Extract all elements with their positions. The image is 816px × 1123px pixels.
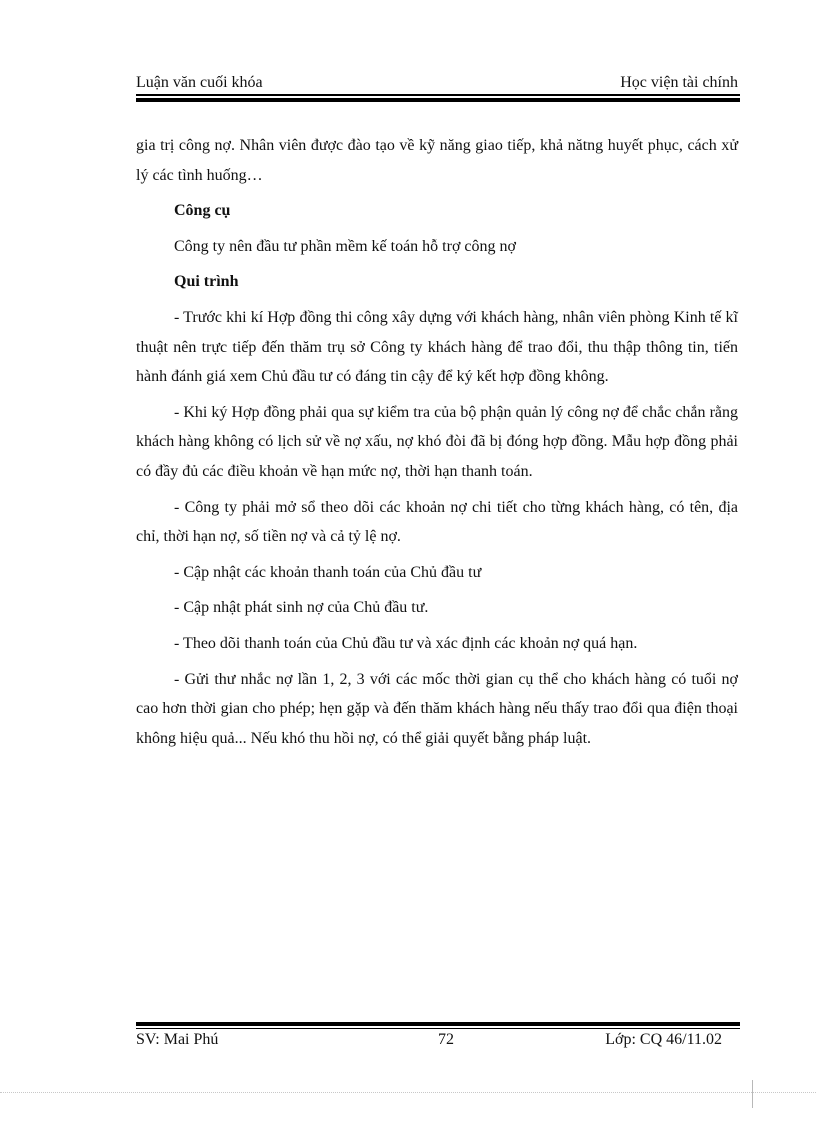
paragraph-continuation: gia trị công nợ. Nhân viên được đào tạo về kỹ năng giao tiếp, khả nătng huyết phục, cách xử lý các tình huống… (136, 137, 738, 184)
paragraph-process-6: - Theo dõi thanh toán của Chủ đầu tư và xác định các khoản nợ quá hạn. (174, 634, 638, 652)
page-boundary-line (0, 1092, 816, 1093)
footer-rule-thin (136, 1028, 740, 1029)
paragraph-process-3: - Công ty phải mở sổ theo dõi các khoản nợ chi tiết cho từng khách hàng, có tên, địa chỉ, thời hạn nợ, số tiền nợ và cả tỷ lệ nợ. (136, 498, 738, 546)
paragraph-process-7: - Gửi thư nhắc nợ lần 1, 2, 3 với các mốc thời gian cụ thể cho khách hàng có tuổi nợ cao hơn thời gian cho phép; hẹn gặp và đến thăm khách hàng nếu thấy trao đổi qua điện thoại không hiệu quả... Nếu khó thu hồi nợ, có thể giải quyết bằng pháp luật. (136, 670, 738, 747)
page-header (136, 74, 740, 94)
paragraph-process-1: - Trước khi kí Hợp đồng thi công xây dựng với khách hàng, nhân viên phòng Kinh tế kĩ thuật nên trực tiếp đến thăm trụ sở Công ty khách hàng để trao đổi, thu thập thông tin, tiến hành đánh giá xem Chủ đầu tư có đáng tin cậy để ký kết hợp đồng không. (136, 308, 738, 386)
header-institution: Học viện tài chính (620, 74, 738, 91)
footer-rule-thick (136, 1022, 740, 1026)
paragraph-process-2: - Khi ký Hợp đồng phải qua sự kiểm tra của bộ phận quản lý công nợ để chắc chắn rằng khách hàng không có lịch sử về nợ xấu, nợ khó đòi đã bị đóng hợp đồng. Mẫu hợp đồng phải có đầy đủ các điều khoản về hạn mức nợ, thời hạn thanh toán. (136, 403, 738, 480)
page-corner-mark (752, 1080, 753, 1108)
paragraph-process-4: - Cập nhật các khoản thanh toán của Chủ đầu tư (174, 563, 482, 581)
paragraph-tools: Công ty nên đầu tư phần mềm kế toán hỗ trợ công nợ (174, 237, 516, 255)
footer-page-number: 72 (438, 1031, 454, 1048)
footer-student: SV: Mai Phú (136, 1031, 219, 1048)
header-thesis-title: Luận văn cuối khóa (136, 74, 263, 91)
footer-class: Lớp: CQ 46/11.02 (605, 1031, 722, 1048)
page-body (136, 131, 738, 759)
paragraph-process-5: - Cập nhật phát sinh nợ của Chủ đầu tư. (174, 599, 429, 617)
header-rule-thin (136, 94, 740, 96)
heading-tools: Công cụ (174, 202, 231, 220)
heading-process: Qui trình (174, 273, 239, 291)
header-rule-thick (136, 98, 740, 102)
